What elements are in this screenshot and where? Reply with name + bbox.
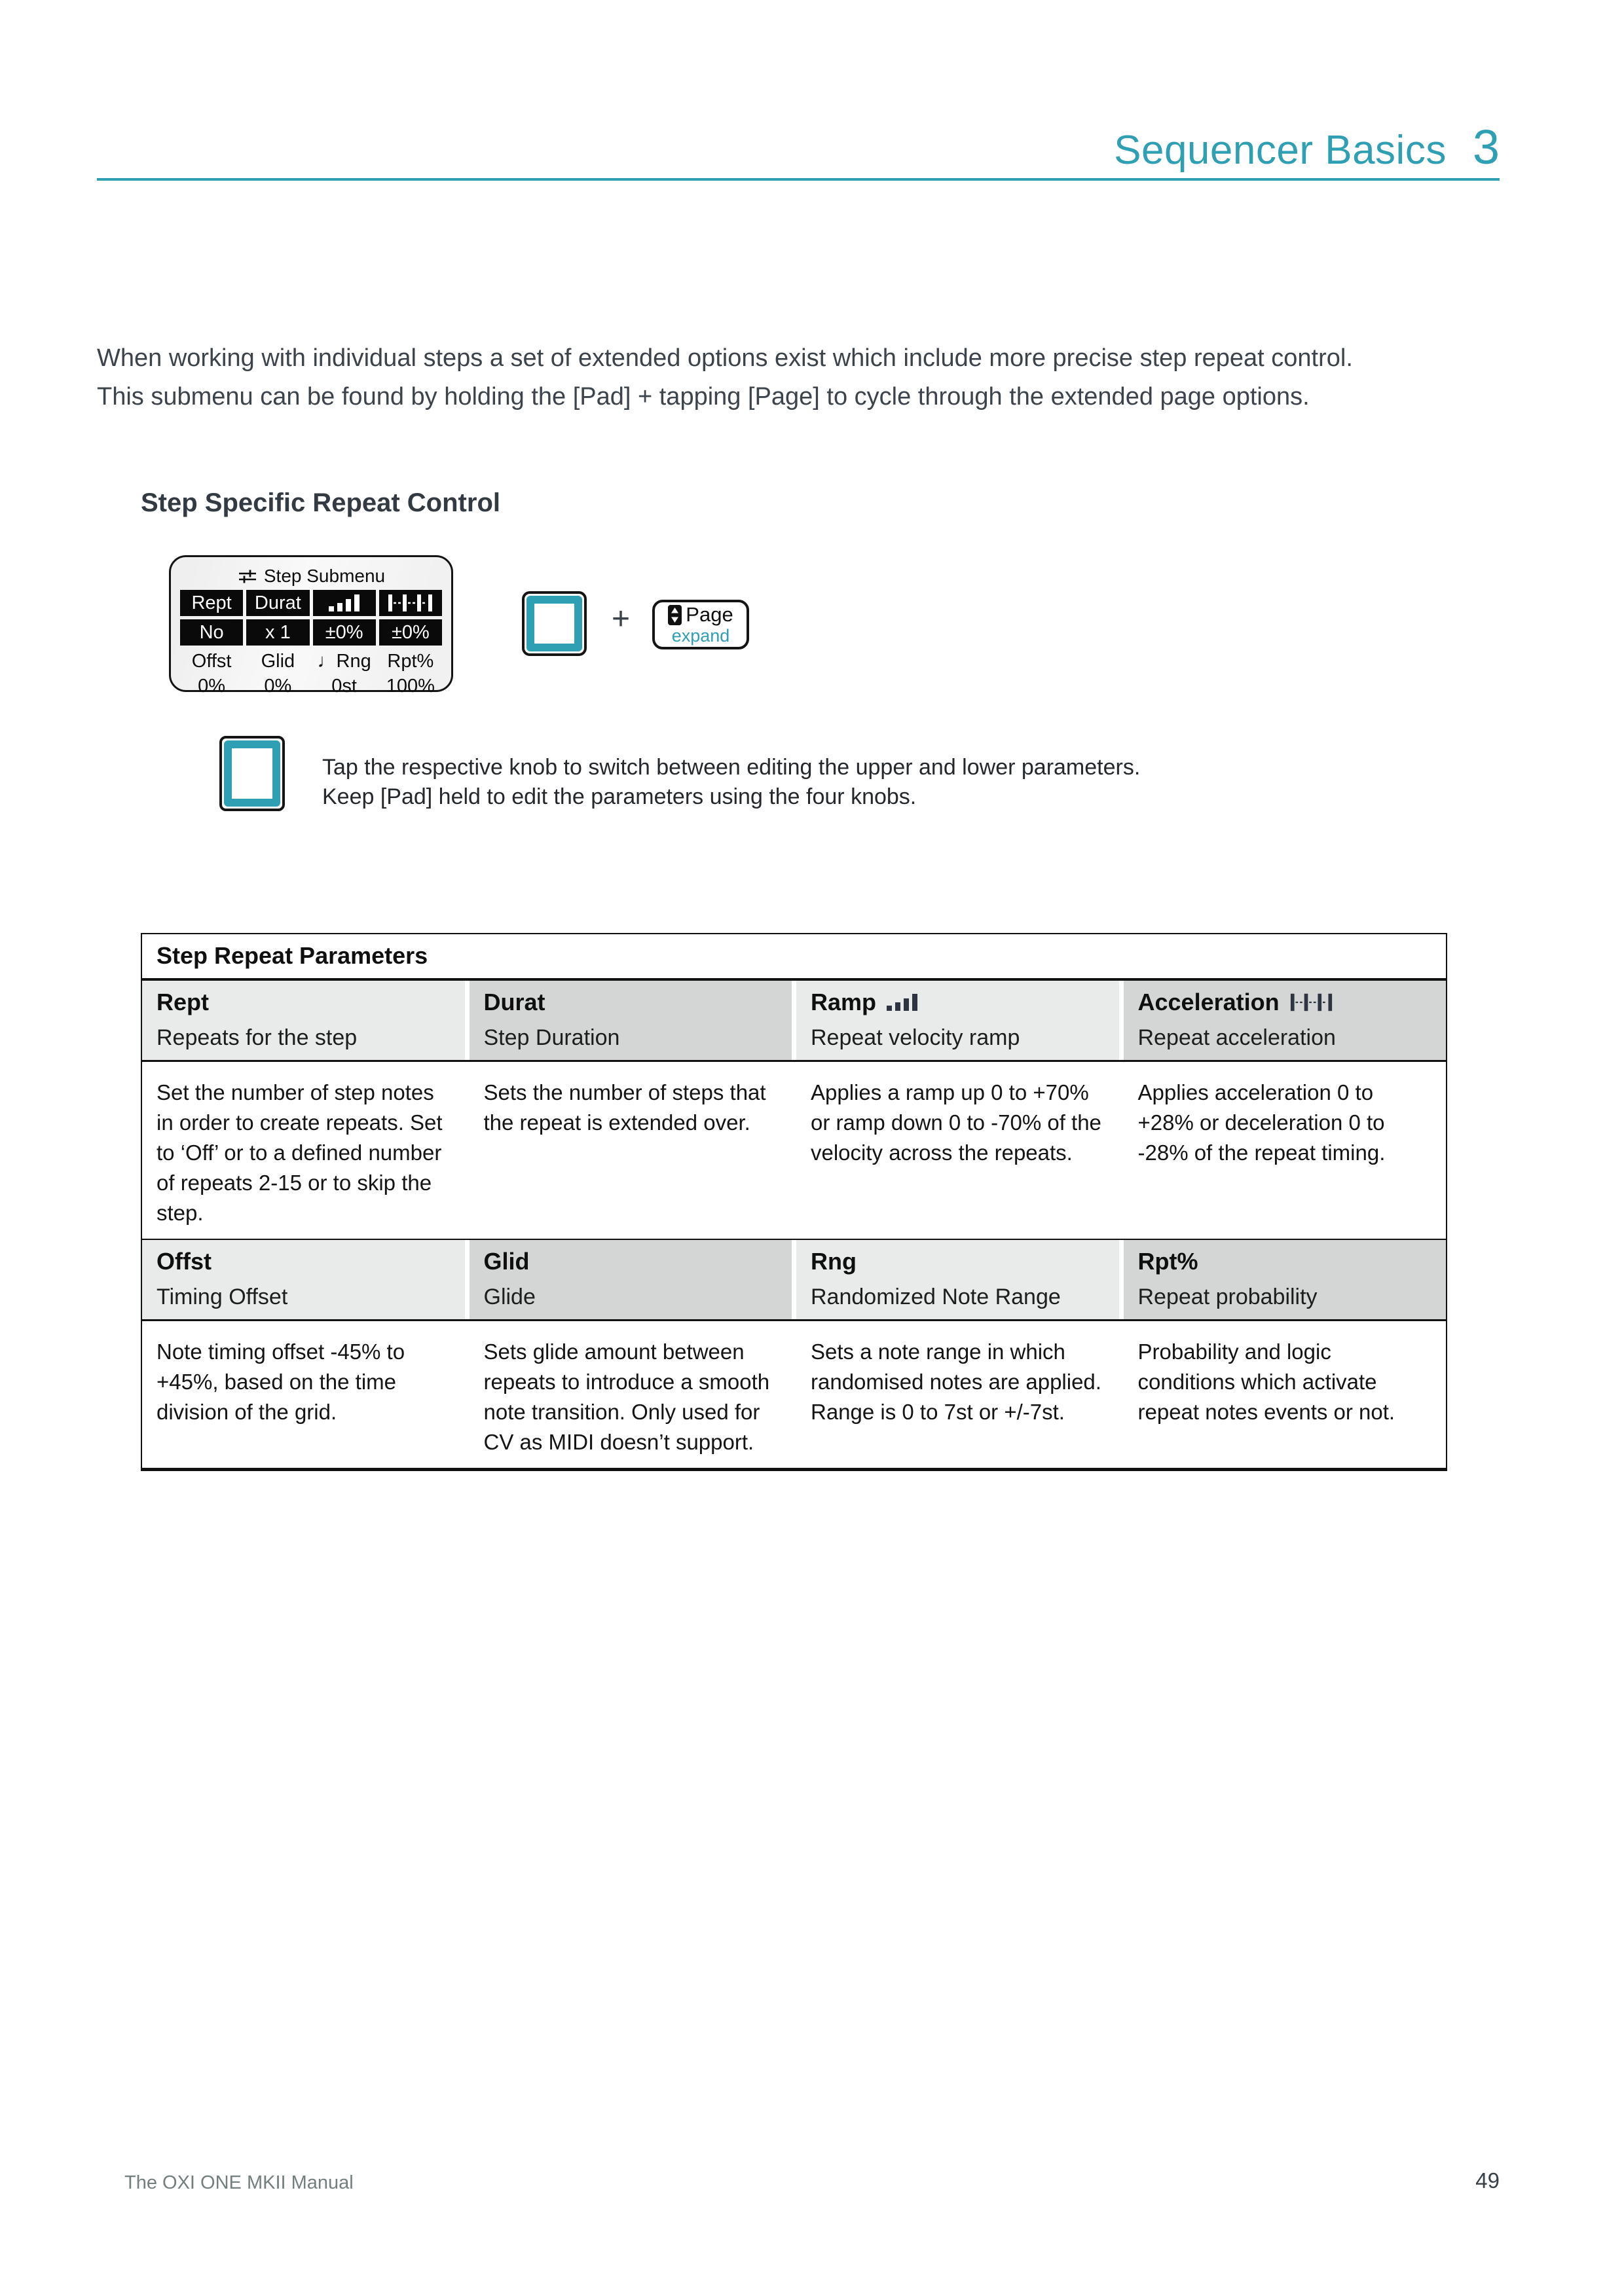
lcd-value-acceleration: ±0%: [379, 619, 442, 646]
param-sublabel: Randomized Note Range: [811, 1285, 1061, 1309]
param-description-cell: Sets a note range in which randomised notes are applied. Range is 0 to 7st or +/-7st.: [811, 1339, 1101, 1424]
page-updown-icon: [668, 605, 682, 625]
lcd-label-rng: ♩Rng: [317, 650, 371, 672]
param-label: Offst: [157, 1248, 212, 1275]
param-header-cell-offst: [142, 1240, 465, 1319]
param-header-cell-durat: [470, 981, 792, 1060]
param-description-cell: Set the number of step notes in order to create repeats. Set to ‘Off’ or to a defined number of repeats 2-15 or to skip the step.: [157, 1080, 443, 1225]
param-header-cell-ramp: [796, 981, 1119, 1060]
param-sublabel: Step Duration: [483, 1025, 620, 1050]
lcd-value-rng: 0st: [331, 676, 357, 697]
note-line: Tap the respective knob to switch between editing the upper and lower parameters.: [322, 755, 1141, 780]
chapter-number: 3: [1472, 120, 1500, 174]
param-sublabel: Repeat acceleration: [1137, 1025, 1336, 1050]
page-title: Sequencer Basics: [1114, 128, 1447, 173]
param-label: [811, 989, 1105, 1016]
param-header-row: [142, 981, 1446, 1062]
param-description-row: [142, 1062, 1446, 1239]
lcd-label-offst: Offst: [191, 650, 232, 672]
param-label: Glid: [483, 1248, 530, 1275]
note-text: [322, 753, 1140, 812]
param-sublabel: Repeat probability: [1137, 1285, 1318, 1309]
lcd-cell-durat: Durat: [246, 590, 309, 616]
param-header-cell-rng: [796, 1240, 1119, 1319]
footer-manual-name: The OXI ONE MKII Manual: [124, 2172, 354, 2193]
param-sublabel: Repeats for the step: [157, 1025, 358, 1050]
page-key-top: [668, 603, 733, 627]
param-header-cell-rept: [142, 981, 465, 1060]
lcd-value-ramp: ±0%: [313, 619, 376, 646]
lcd-value-durat: x 1: [246, 619, 309, 646]
chapter-header: [1114, 119, 1500, 175]
param-description-cell: Applies a ramp up 0 to +70% or ramp down 0 to -70% of the velocity across the repeats.: [811, 1080, 1101, 1165]
param-label: Durat: [483, 989, 545, 1015]
pad-key-inner: [526, 596, 582, 651]
intro-paragraph: [97, 339, 1518, 416]
table-title: Step Repeat Parameters: [142, 934, 1446, 981]
page-key-sublabel: expand: [671, 626, 730, 646]
lcd-label-rptpct: Rpt%: [387, 650, 434, 672]
param-header-cell-rptpct: [1124, 1240, 1447, 1319]
pad-key-inner: [224, 740, 280, 807]
chapter-divider: [97, 178, 1500, 181]
lcd-grid: [180, 590, 442, 697]
lcd-cell-ramp: [313, 590, 376, 616]
lcd-value-glid: 0%: [264, 676, 292, 697]
lcd-value-rept: No: [180, 619, 243, 646]
plus-sign: +: [611, 602, 631, 636]
param-description-cell: Note timing offset -45% to +45%, based on the time division of the grid.: [157, 1339, 405, 1424]
step-repeat-parameters-table: [141, 933, 1447, 1471]
section-heading: Step Specific Repeat Control: [141, 488, 500, 517]
accel-bars-icon: [388, 594, 434, 611]
param-label-text: Ramp: [811, 989, 877, 1015]
param-label-text: Acceleration: [1137, 989, 1280, 1015]
param-label: Rng: [811, 1248, 857, 1275]
lcd-value-rptpct: 100%: [386, 676, 435, 697]
param-label: Rept: [157, 989, 209, 1015]
note-line: Keep [Pad] held to edit the parameters using the four knobs.: [322, 784, 917, 809]
pad-key-icon: [522, 591, 587, 656]
param-sublabel: Glide: [483, 1285, 536, 1309]
intro-line: When working with individual steps a set of extended options exist which include more precise step repeat control.: [97, 344, 1353, 372]
pad-key-icon: [219, 736, 285, 811]
param-description-row: [142, 1321, 1446, 1468]
lcd-cell-rept: Rept: [180, 590, 243, 616]
param-sublabel: Repeat velocity ramp: [811, 1025, 1020, 1050]
param-label: [1138, 989, 1432, 1016]
footer-page-number: 49: [1475, 2168, 1500, 2193]
lcd-title-row: [180, 562, 442, 590]
param-description-cell: Sets glide amount between repeats to introduce a smooth note transition. Only used for CV as MIDI doesn’t support.: [483, 1339, 770, 1454]
lcd-value-offst: 0%: [198, 676, 226, 697]
accel-bars-icon: [1290, 993, 1333, 1012]
param-description-cell: Applies acceleration 0 to +28% or deceleration 0 to -28% of the repeat timing.: [1137, 1080, 1386, 1165]
lcd-display: [169, 555, 453, 697]
lcd-cell-acceleration: [379, 590, 442, 616]
page-key: [652, 600, 749, 649]
param-header-cell-glid: [470, 1240, 792, 1319]
intro-line: This submenu can be found by holding the [Pad] + tapping [Page] to cycle through the extended page options.: [97, 383, 1310, 410]
lcd-title: Step Submenu: [263, 566, 386, 586]
lcd-label-glid: Glid: [261, 650, 295, 672]
param-sublabel: Timing Offset: [157, 1285, 288, 1309]
ramp-bars-icon: [329, 594, 360, 611]
param-description-cell: Sets the number of steps that the repeat is extended over.: [483, 1080, 766, 1135]
page-key-label: Page: [686, 603, 733, 626]
param-header-row: [142, 1239, 1446, 1321]
ramp-bars-icon: [887, 993, 917, 1012]
param-header-cell-acceleration: [1124, 981, 1447, 1060]
param-label: Rpt%: [1137, 1248, 1198, 1275]
param-description-cell: Probability and logic conditions which activate repeat notes events or not.: [1137, 1339, 1395, 1424]
sliders-icon: [237, 568, 258, 585]
